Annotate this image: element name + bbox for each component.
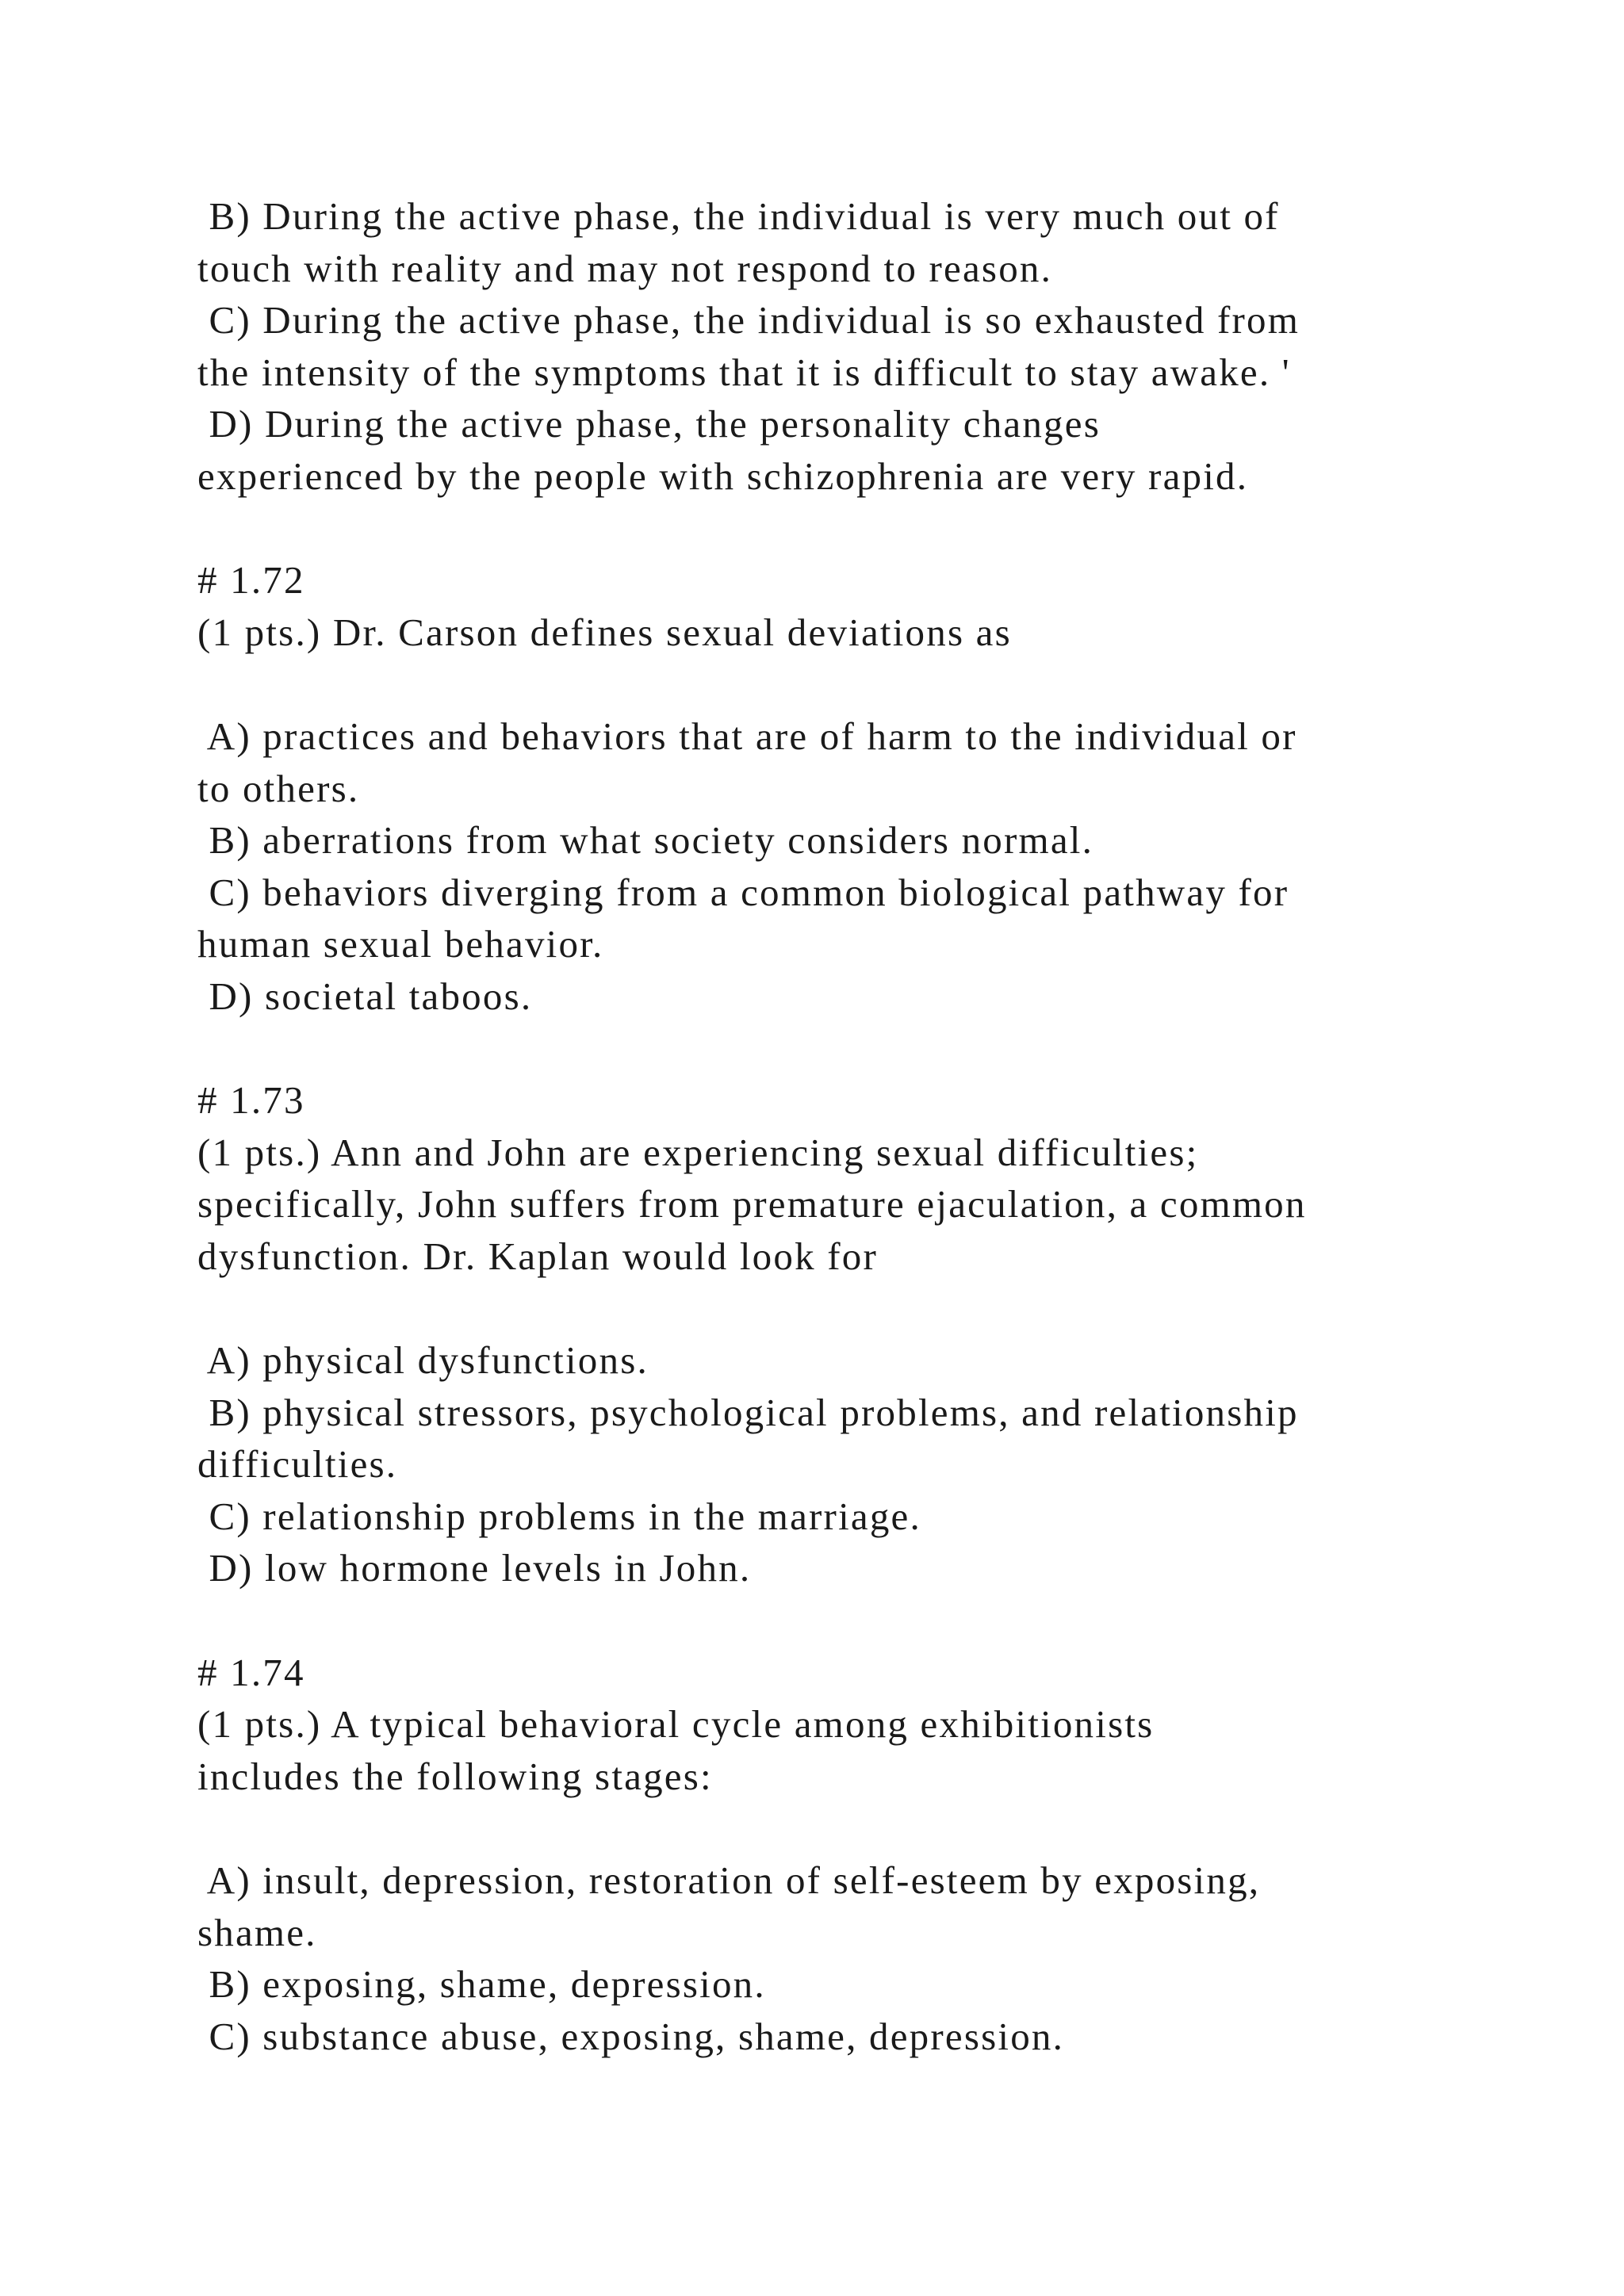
option-a: A) physical dysfunctions. <box>197 1338 649 1383</box>
option-c-line-1: C) behaviors diverging from a common biological pathway for <box>197 870 1289 914</box>
option-d-line-1: D) During the active phase, the personality changes <box>197 402 1101 446</box>
spacer <box>197 1802 1466 1854</box>
option-a-line-1: A) practices and behaviors that are of harm to the individual or <box>197 714 1297 758</box>
question-number: # 1.72 <box>197 558 305 603</box>
option-b-line-2: touch with reality and may not respond to reason. <box>197 246 1053 290</box>
question-text-line-1: (1 pts.) Ann and John are experiencing sexual difficulties; <box>197 1130 1199 1174</box>
question-text-line-1: (1 pts.) A typical behavioral cycle among exhibitionists <box>197 1702 1155 1747</box>
option-c: C) relationship problems in the marriage. <box>197 1494 921 1538</box>
spacer <box>197 1023 1466 1075</box>
question-text-line-2: includes the following stages: <box>197 1754 713 1798</box>
option-b: B) aberrations from what society considers normal. <box>197 818 1094 863</box>
question-number: # 1.73 <box>197 1078 305 1123</box>
question-173 <box>197 1074 1466 1594</box>
spacer <box>197 1594 1466 1647</box>
question-171-options <box>197 190 1466 503</box>
option-c-line-1: C) During the active phase, the individual is so exhausted from <box>197 298 1300 342</box>
option-a-line-2: shame. <box>197 1910 317 1954</box>
option-d: D) societal taboos. <box>197 974 533 1018</box>
question-text-line-3: dysfunction. Dr. Kaplan would look for <box>197 1234 878 1278</box>
option-c-line-2: human sexual behavior. <box>197 922 604 966</box>
option-d: D) low hormone levels in John. <box>197 1546 752 1590</box>
spacer <box>197 503 1466 555</box>
question-text-line-2: specifically, John suffers from premature ejaculation, a common <box>197 1182 1307 1226</box>
spacer <box>197 658 1466 710</box>
option-b-line-1: B) During the active phase, the individual is very much out of <box>197 194 1280 238</box>
question-text: (1 pts.) Dr. Carson defines sexual deviations as <box>197 610 1012 654</box>
question-172 <box>197 554 1466 1022</box>
option-d-line-2: experienced by the people with schizophrenia are very rapid. <box>197 453 1249 498</box>
question-number: # 1.74 <box>197 1650 305 1694</box>
spacer <box>197 1282 1466 1334</box>
option-a-line-2: to others. <box>197 766 360 810</box>
option-b: B) exposing, shame, depression. <box>197 1962 766 2007</box>
option-a-line-1: A) insult, depression, restoration of self-esteem by exposing, <box>197 1858 1261 1902</box>
document-body <box>197 190 1466 2062</box>
option-b-line-2: difficulties. <box>197 1442 398 1487</box>
question-174 <box>197 1647 1466 2063</box>
option-c: C) substance abuse, exposing, shame, depression. <box>197 2014 1065 2058</box>
option-c-line-2: the intensity of the symptoms that it is difficult to stay awake. ' <box>197 350 1291 394</box>
option-b-line-1: B) physical stressors, psychological problems, and relationship <box>197 1390 1299 1434</box>
